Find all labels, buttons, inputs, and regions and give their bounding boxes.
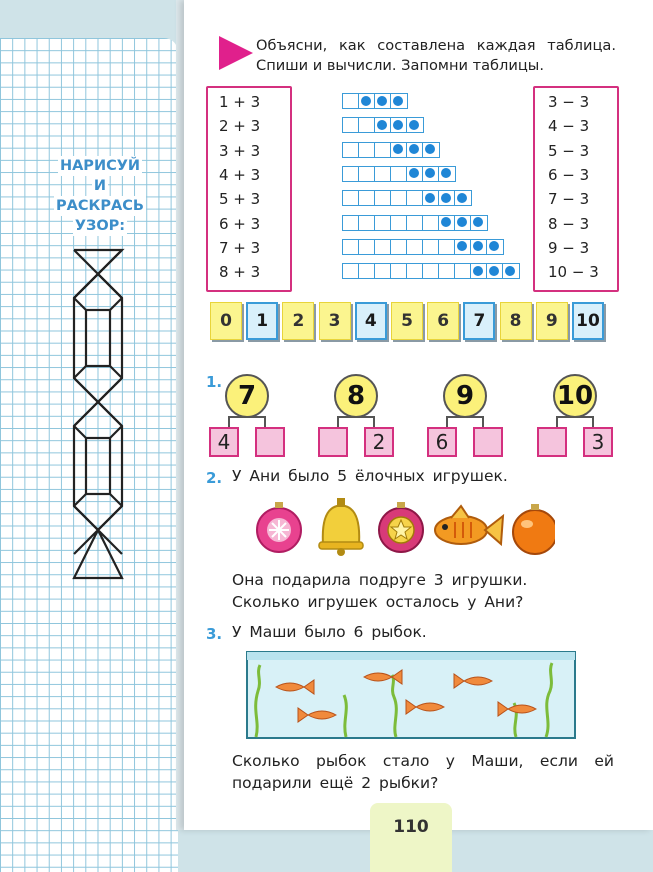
bar-diagram-row (342, 117, 424, 133)
empty-cell (423, 240, 439, 254)
part-box-left[interactable] (318, 427, 348, 457)
subtraction-expression: 9 − 3 (548, 238, 590, 257)
bar-diagram-row (342, 93, 408, 109)
addition-expression: 2 + 3 (219, 117, 261, 136)
number-card: 8 (500, 302, 532, 340)
empty-cell (359, 216, 375, 230)
empty-cell (391, 167, 407, 181)
page-number: 110 (370, 803, 452, 872)
empty-cell (343, 240, 359, 254)
empty-cell (439, 240, 455, 254)
number-card: 3 (319, 302, 351, 340)
bar-diagram-row (342, 215, 488, 231)
dot-icon (423, 167, 439, 181)
bar-diagram-row (342, 190, 472, 206)
number-card: 7 (463, 302, 495, 340)
dot-icon (359, 94, 375, 108)
pattern-drawing (68, 244, 128, 584)
empty-cell (343, 216, 359, 230)
empty-cell (407, 216, 423, 230)
dot-icon (439, 216, 455, 230)
empty-cell (423, 264, 439, 278)
dot-icon (407, 118, 423, 132)
task-3-text-2: Сколько рыбок стало у Маши, если ей (232, 752, 614, 770)
empty-cell (391, 240, 407, 254)
empty-cell (343, 94, 359, 108)
addition-expression: 8 + 3 (219, 263, 261, 282)
dot-icon (407, 143, 423, 157)
page-edge (176, 0, 184, 830)
task-3-number: 3. (206, 625, 223, 643)
dot-icon (423, 143, 439, 157)
subtraction-expression: 3 − 3 (548, 93, 590, 111)
empty-cell (375, 191, 391, 205)
subtraction-expression: 10 − 3 (548, 263, 599, 282)
number-card: 2 (282, 302, 314, 340)
subtraction-expression: 8 − 3 (548, 214, 590, 233)
instruction-line-1: Объясни, как составлена каждая таблица. (256, 37, 616, 54)
empty-cell (407, 240, 423, 254)
empty-cell (343, 264, 359, 278)
dot-icon (471, 240, 487, 254)
empty-cell (439, 264, 455, 278)
part-box-right[interactable] (255, 427, 285, 457)
sidebar-title (30, 156, 170, 236)
dot-icon (439, 191, 455, 205)
triangle-marker-icon (219, 36, 253, 70)
whole-number-circle: 10 (553, 374, 597, 418)
subtraction-expression: 5 − 3 (548, 141, 590, 160)
bar-diagram-row (342, 142, 440, 158)
dot-icon (391, 118, 407, 132)
addition-expression: 1 + 3 (219, 93, 261, 111)
empty-cell (375, 167, 391, 181)
dot-icon (391, 143, 407, 157)
addition-expression: 7 + 3 (219, 238, 261, 257)
empty-cell (455, 264, 471, 278)
empty-cell (423, 216, 439, 230)
empty-cell (359, 240, 375, 254)
dot-icon (375, 118, 391, 132)
bar-diagram-row (342, 239, 504, 255)
empty-cell (343, 167, 359, 181)
empty-cell (343, 118, 359, 132)
christmas-toys-illustration (255, 492, 555, 562)
empty-cell (391, 264, 407, 278)
empty-cell (407, 191, 423, 205)
part-box-right[interactable]: 3 (583, 427, 613, 457)
number-card: 9 (536, 302, 568, 340)
number-card: 1 (246, 302, 278, 340)
empty-cell (391, 191, 407, 205)
empty-cell (375, 240, 391, 254)
empty-cell (391, 216, 407, 230)
bar-diagram-row (342, 166, 456, 182)
dot-icon (503, 264, 519, 278)
empty-cell (343, 143, 359, 157)
dot-icon (471, 216, 487, 230)
task-2-text-3: Сколько игрушек осталось у Ани? (232, 593, 524, 611)
whole-number-circle: 8 (334, 374, 378, 418)
dot-icon (375, 94, 391, 108)
dot-icon (455, 216, 471, 230)
sidebar-title-line-4: УЗОР: (74, 218, 126, 234)
part-box-left[interactable] (537, 427, 567, 457)
bar-diagram-row (342, 263, 520, 279)
empty-cell (359, 167, 375, 181)
addition-expression: 4 + 3 (219, 165, 261, 184)
dot-icon (423, 191, 439, 205)
number-card: 4 (355, 302, 387, 340)
empty-cell (375, 143, 391, 157)
task-2-number: 2. (206, 469, 223, 487)
instruction-line-2: Спиши и вычисли. Запомни таблицы. (256, 57, 544, 74)
addition-expression: 5 + 3 (219, 190, 261, 209)
task-3-text-1: У Маши было 6 рыбок. (232, 623, 427, 641)
dot-icon (455, 240, 471, 254)
task-2-text-2: Она подарила подруге 3 игрушки. (232, 571, 528, 589)
empty-cell (359, 264, 375, 278)
task-1-number: 1. (206, 373, 223, 391)
whole-number-circle: 9 (443, 374, 487, 418)
dot-icon (391, 94, 407, 108)
sidebar-title-line-2: И (93, 178, 107, 194)
addition-expression: 3 + 3 (219, 141, 261, 160)
dot-icon (439, 167, 455, 181)
empty-cell (375, 216, 391, 230)
sidebar-title-line-3: РАСКРАСЬ (56, 198, 144, 214)
part-box-left[interactable]: 4 (209, 427, 239, 457)
number-card: 6 (427, 302, 459, 340)
empty-cell (375, 264, 391, 278)
part-box-right[interactable]: 2 (364, 427, 394, 457)
dot-icon (455, 191, 471, 205)
subtraction-expression: 7 − 3 (548, 190, 590, 209)
dot-icon (407, 167, 423, 181)
addition-expression: 6 + 3 (219, 214, 261, 233)
sidebar-title-line-1: НАРИСУЙ (59, 158, 141, 174)
part-box-left[interactable]: 6 (427, 427, 457, 457)
number-card: 0 (210, 302, 242, 340)
empty-cell (407, 264, 423, 278)
number-card: 5 (391, 302, 423, 340)
dot-icon (487, 264, 503, 278)
dot-icon (471, 264, 487, 278)
whole-number-circle: 7 (225, 374, 269, 418)
part-box-right[interactable] (473, 427, 503, 457)
empty-cell (359, 143, 375, 157)
empty-cell (359, 118, 375, 132)
number-card: 10 (572, 302, 604, 340)
dot-icon (487, 240, 503, 254)
task-3-text-3: подарили ещё 2 рыбки? (232, 774, 439, 792)
empty-cell (343, 191, 359, 205)
aquarium-illustration (246, 651, 576, 739)
subtraction-expression: 6 − 3 (548, 165, 590, 184)
subtraction-expression: 4 − 3 (548, 117, 590, 136)
task-2-text-1: У Ани было 5 ёлочных игрушек. (232, 467, 508, 485)
empty-cell (359, 191, 375, 205)
